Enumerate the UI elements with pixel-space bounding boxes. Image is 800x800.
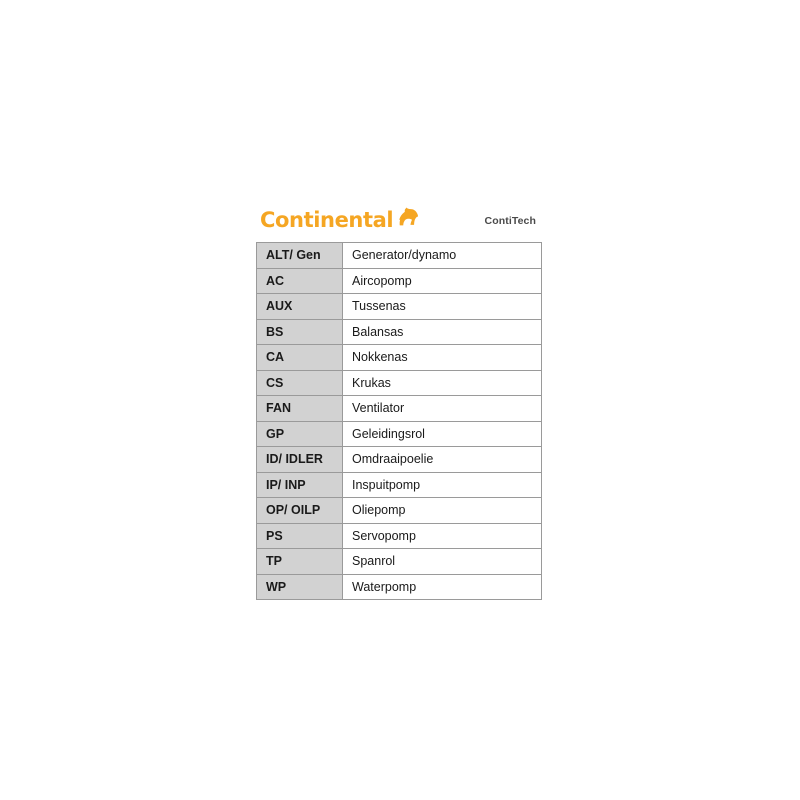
table-row <box>257 345 542 371</box>
abbreviation-code: BS <box>257 319 343 345</box>
abbreviation-code: CA <box>257 345 343 371</box>
abbreviation-description: Waterpomp <box>343 574 542 600</box>
abbreviation-code: AC <box>257 268 343 294</box>
contitech-subbrand: ContiTech <box>484 215 536 227</box>
abbreviation-legend-table <box>256 242 542 600</box>
abbreviation-description: Generator/dynamo <box>343 243 542 269</box>
continental-logo <box>260 209 420 232</box>
table-row <box>257 243 542 269</box>
abbreviation-code: AUX <box>257 294 343 320</box>
brand-header <box>256 198 542 242</box>
abbreviation-code: TP <box>257 549 343 575</box>
abbreviation-description: Nokkenas <box>343 345 542 371</box>
table-row <box>257 498 542 524</box>
table-row <box>257 447 542 473</box>
abbreviation-description: Spanrol <box>343 549 542 575</box>
abbreviation-code: FAN <box>257 396 343 422</box>
abbreviation-description: Omdraaipoelie <box>343 447 542 473</box>
abbreviation-code: WP <box>257 574 343 600</box>
continental-wordmark: Continental <box>260 207 394 232</box>
abbreviation-code: IP/ INP <box>257 472 343 498</box>
table-row <box>257 574 542 600</box>
abbreviation-description: Tussenas <box>343 294 542 320</box>
abbreviation-code: ALT/ Gen <box>257 243 343 269</box>
abbreviation-description: Aircopomp <box>343 268 542 294</box>
abbreviation-code: OP/ OILP <box>257 498 343 524</box>
abbreviation-description: Geleidingsrol <box>343 421 542 447</box>
legend-card <box>256 198 542 600</box>
abbreviation-description: Ventilator <box>343 396 542 422</box>
table-row <box>257 370 542 396</box>
abbreviation-description: Inspuitpomp <box>343 472 542 498</box>
abbreviation-code: CS <box>257 370 343 396</box>
abbreviation-code: PS <box>257 523 343 549</box>
table-row <box>257 472 542 498</box>
continental-horse-icon <box>396 205 420 232</box>
abbreviation-description: Krukas <box>343 370 542 396</box>
abbreviation-code: GP <box>257 421 343 447</box>
table-row <box>257 268 542 294</box>
table-row <box>257 523 542 549</box>
abbreviation-description: Servopomp <box>343 523 542 549</box>
abbreviation-code: ID/ IDLER <box>257 447 343 473</box>
table-row <box>257 319 542 345</box>
table-row <box>257 294 542 320</box>
abbreviation-description: Balansas <box>343 319 542 345</box>
legend-table-body <box>257 243 542 600</box>
abbreviation-description: Oliepomp <box>343 498 542 524</box>
table-row <box>257 396 542 422</box>
table-row <box>257 549 542 575</box>
table-row <box>257 421 542 447</box>
